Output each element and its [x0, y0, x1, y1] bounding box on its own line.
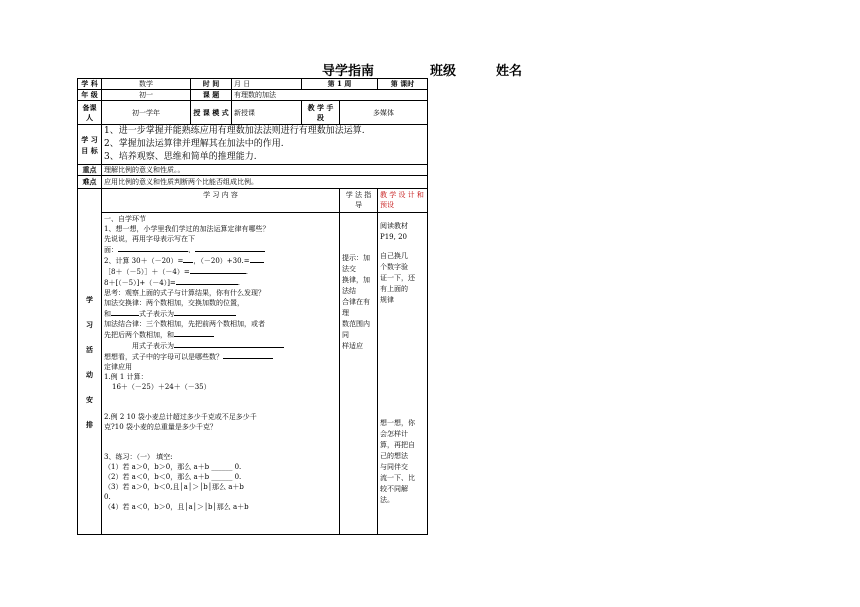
content-line [104, 340, 337, 351]
method-line: 数范围内同 [342, 320, 370, 339]
design-line: 有上面的 [380, 285, 408, 293]
goals-row [78, 125, 428, 165]
content-line [104, 329, 337, 340]
teaching-design [378, 213, 428, 535]
content-text: 式子表示为 [139, 310, 174, 318]
design-line: 规律 [380, 296, 394, 304]
content-line: 3、练习：（一） 填空: [104, 453, 173, 461]
content-text: 2、计算 30＋（－20）= [104, 257, 184, 265]
content-line: 8＋[（－5）]+（－4）]= . [104, 279, 241, 287]
design-line: 证一下，还 [380, 274, 415, 282]
goal-item: 1、进一步掌握并能熟练应用有理数加法法则进行有理数加法运算. [104, 126, 365, 136]
goals-label: 学 习 目 标 [78, 125, 102, 165]
topic-label: 课 题 [191, 90, 232, 101]
method-column-header: 学 法 指 导 [340, 189, 378, 213]
time-label: 时 间 [191, 79, 232, 90]
content-line [104, 255, 337, 266]
content-line: 克?10 袋小麦的总重量是多少千克？ [104, 423, 217, 431]
difficult-points-text: 应用比例的意义和性质判断两个比能否组成比例。 [102, 176, 428, 189]
content-line [104, 351, 337, 362]
grade-label: 年 级 [78, 90, 102, 101]
time-value: 月 日 [232, 79, 302, 90]
period-cell: 第 课时 [378, 79, 428, 90]
answer-blank[interactable] [223, 351, 273, 359]
method-line: 合律在有理 [342, 298, 370, 317]
subject-label: 学 科 [78, 79, 102, 90]
key-points-label: 重点 [78, 165, 102, 176]
class-label: 班级 [430, 64, 457, 79]
key-points-row [78, 165, 428, 176]
content-text: 先把后两个数相加，和 [104, 331, 174, 339]
activity-label [78, 189, 102, 535]
content-line: 先说说，再用字母表示写在下 [104, 235, 195, 243]
content-text: 想想看，式子中的字母可以是哪些数？ [104, 353, 223, 361]
answer-blank[interactable] [174, 308, 236, 316]
learning-content [102, 213, 340, 535]
content-text: ，（－20）+30.= [193, 257, 250, 265]
design-line: 己的想法 [380, 452, 408, 460]
lesson-plan-table [77, 78, 428, 535]
content-text: 8＋[（－5）]+（－4）]= [104, 279, 176, 287]
content-line: 定律应用 [104, 363, 132, 371]
difficult-points-label: 难点 [78, 176, 102, 189]
method-line: 换律，加法结 [342, 276, 370, 295]
mode-value: 新授课 [232, 101, 302, 125]
answer-blank[interactable] [190, 266, 246, 274]
design-line: 自己换几 [380, 252, 408, 260]
answer-blank[interactable] [174, 340, 284, 348]
answer-blank[interactable] [174, 329, 214, 337]
content-line: 2.例 2 10 袋小麦总计超过多少千克或不足多少千 [104, 413, 257, 421]
design-line: 流一下、比 [380, 474, 415, 482]
content-line: 一、自学环节 [104, 215, 146, 223]
name-label: 姓名 [496, 64, 523, 79]
goals-list [102, 125, 428, 165]
content-line: （1）若 a＞0，b＞0，那么 a＋b ______ 0. [104, 463, 242, 471]
design-line: 法。 [380, 496, 394, 504]
topic-value: 有理数的加法 [232, 90, 428, 101]
page-header [322, 60, 522, 79]
design-line: 阅读教材 [380, 222, 408, 230]
design-line: 想一想，你 [380, 419, 415, 427]
content-column-header: 学 习 内 容 [102, 189, 340, 213]
preparer-label: 备课人 [78, 101, 102, 125]
preparer-row [78, 101, 428, 125]
content-line: 1、想一想，小学里我们学过的加法运算定律有哪些？ [104, 225, 270, 233]
content-line: 0. [104, 493, 111, 501]
content-line: （2）若 a＜0，b＜0，那么 a＋b ______ 0. [104, 473, 242, 481]
design-line: 个数字验 [380, 263, 408, 271]
activity-body-row [78, 213, 428, 535]
content-line: 面： 、 [104, 244, 337, 255]
answer-blank[interactable] [111, 308, 139, 316]
design-line: 算，再把自 [380, 441, 415, 449]
design-line: P19, 20 [380, 233, 407, 241]
activity-header-row [78, 189, 428, 213]
design-line: 会怎样计 [380, 430, 408, 438]
key-points-text: 理解比例的意义和性质。。 [102, 165, 428, 176]
content-text: 面： [104, 246, 118, 254]
content-line [104, 308, 337, 319]
answer-blank[interactable] [250, 255, 264, 263]
grade-row [78, 90, 428, 101]
activity-label-text: 学 习 活 动 安 排 [86, 294, 93, 429]
design-line: 较不同解 [380, 485, 408, 493]
difficult-points-row [78, 176, 428, 189]
content-text: 用式子表示为 [132, 342, 174, 350]
preparer-value: 初一学年 [102, 101, 191, 125]
means-value: 多媒体 [340, 101, 428, 125]
content-line: ［8＋（－5）］＋（－4）= . [104, 268, 248, 276]
grade-value: 初一 [102, 90, 191, 101]
goal-item: 3、培养观察、思维和简单的推理能力. [104, 152, 257, 162]
content-line: 1.例 1 计算： [104, 373, 148, 381]
subject-value: 数学 [102, 79, 191, 90]
content-line: 思考：观察上面的式子与计算结果，你有什么发现？ [104, 289, 265, 297]
content-line: 加法交换律：两个数相加，交换加数的位置， [104, 299, 244, 307]
design-column-header: 教 学 设 计 和预设 [378, 189, 428, 213]
week-cell: 第 1 周 [302, 79, 378, 90]
method-line: 样适应 [342, 342, 363, 350]
method-guidance [340, 213, 378, 535]
answer-blank[interactable] [118, 244, 188, 252]
means-label: 教 学 手 段 [302, 101, 340, 125]
content-text: ［8＋（－5）］＋（－4）= [104, 268, 190, 276]
design-line: 与同伴交 [380, 463, 408, 471]
content-line: （3）若 a＞0，b＜0,且│a│＞│b│那么 a＋b [104, 483, 244, 491]
guide-title: 导学指南 [322, 64, 375, 79]
answer-blank[interactable] [176, 277, 238, 285]
content-line: （4）若 a＜0，b＞0，且│a│＞│b│那么 a＋b [104, 503, 249, 511]
content-line: 加法结合律：三个数相加，先把前两个数相加，或者 [104, 320, 265, 328]
goal-item: 2、掌握加法运算律并理解其在加法中的作用. [104, 139, 284, 149]
method-line: 提示：加法交 [342, 254, 370, 273]
answer-blank[interactable] [195, 244, 265, 252]
subject-row [78, 79, 428, 90]
content-line: 16＋（－25）＋24＋（－35） [112, 383, 211, 391]
answer-blank[interactable] [183, 255, 193, 263]
mode-label: 授 课 模 式 [191, 101, 232, 125]
content-text: 和 [104, 310, 111, 318]
